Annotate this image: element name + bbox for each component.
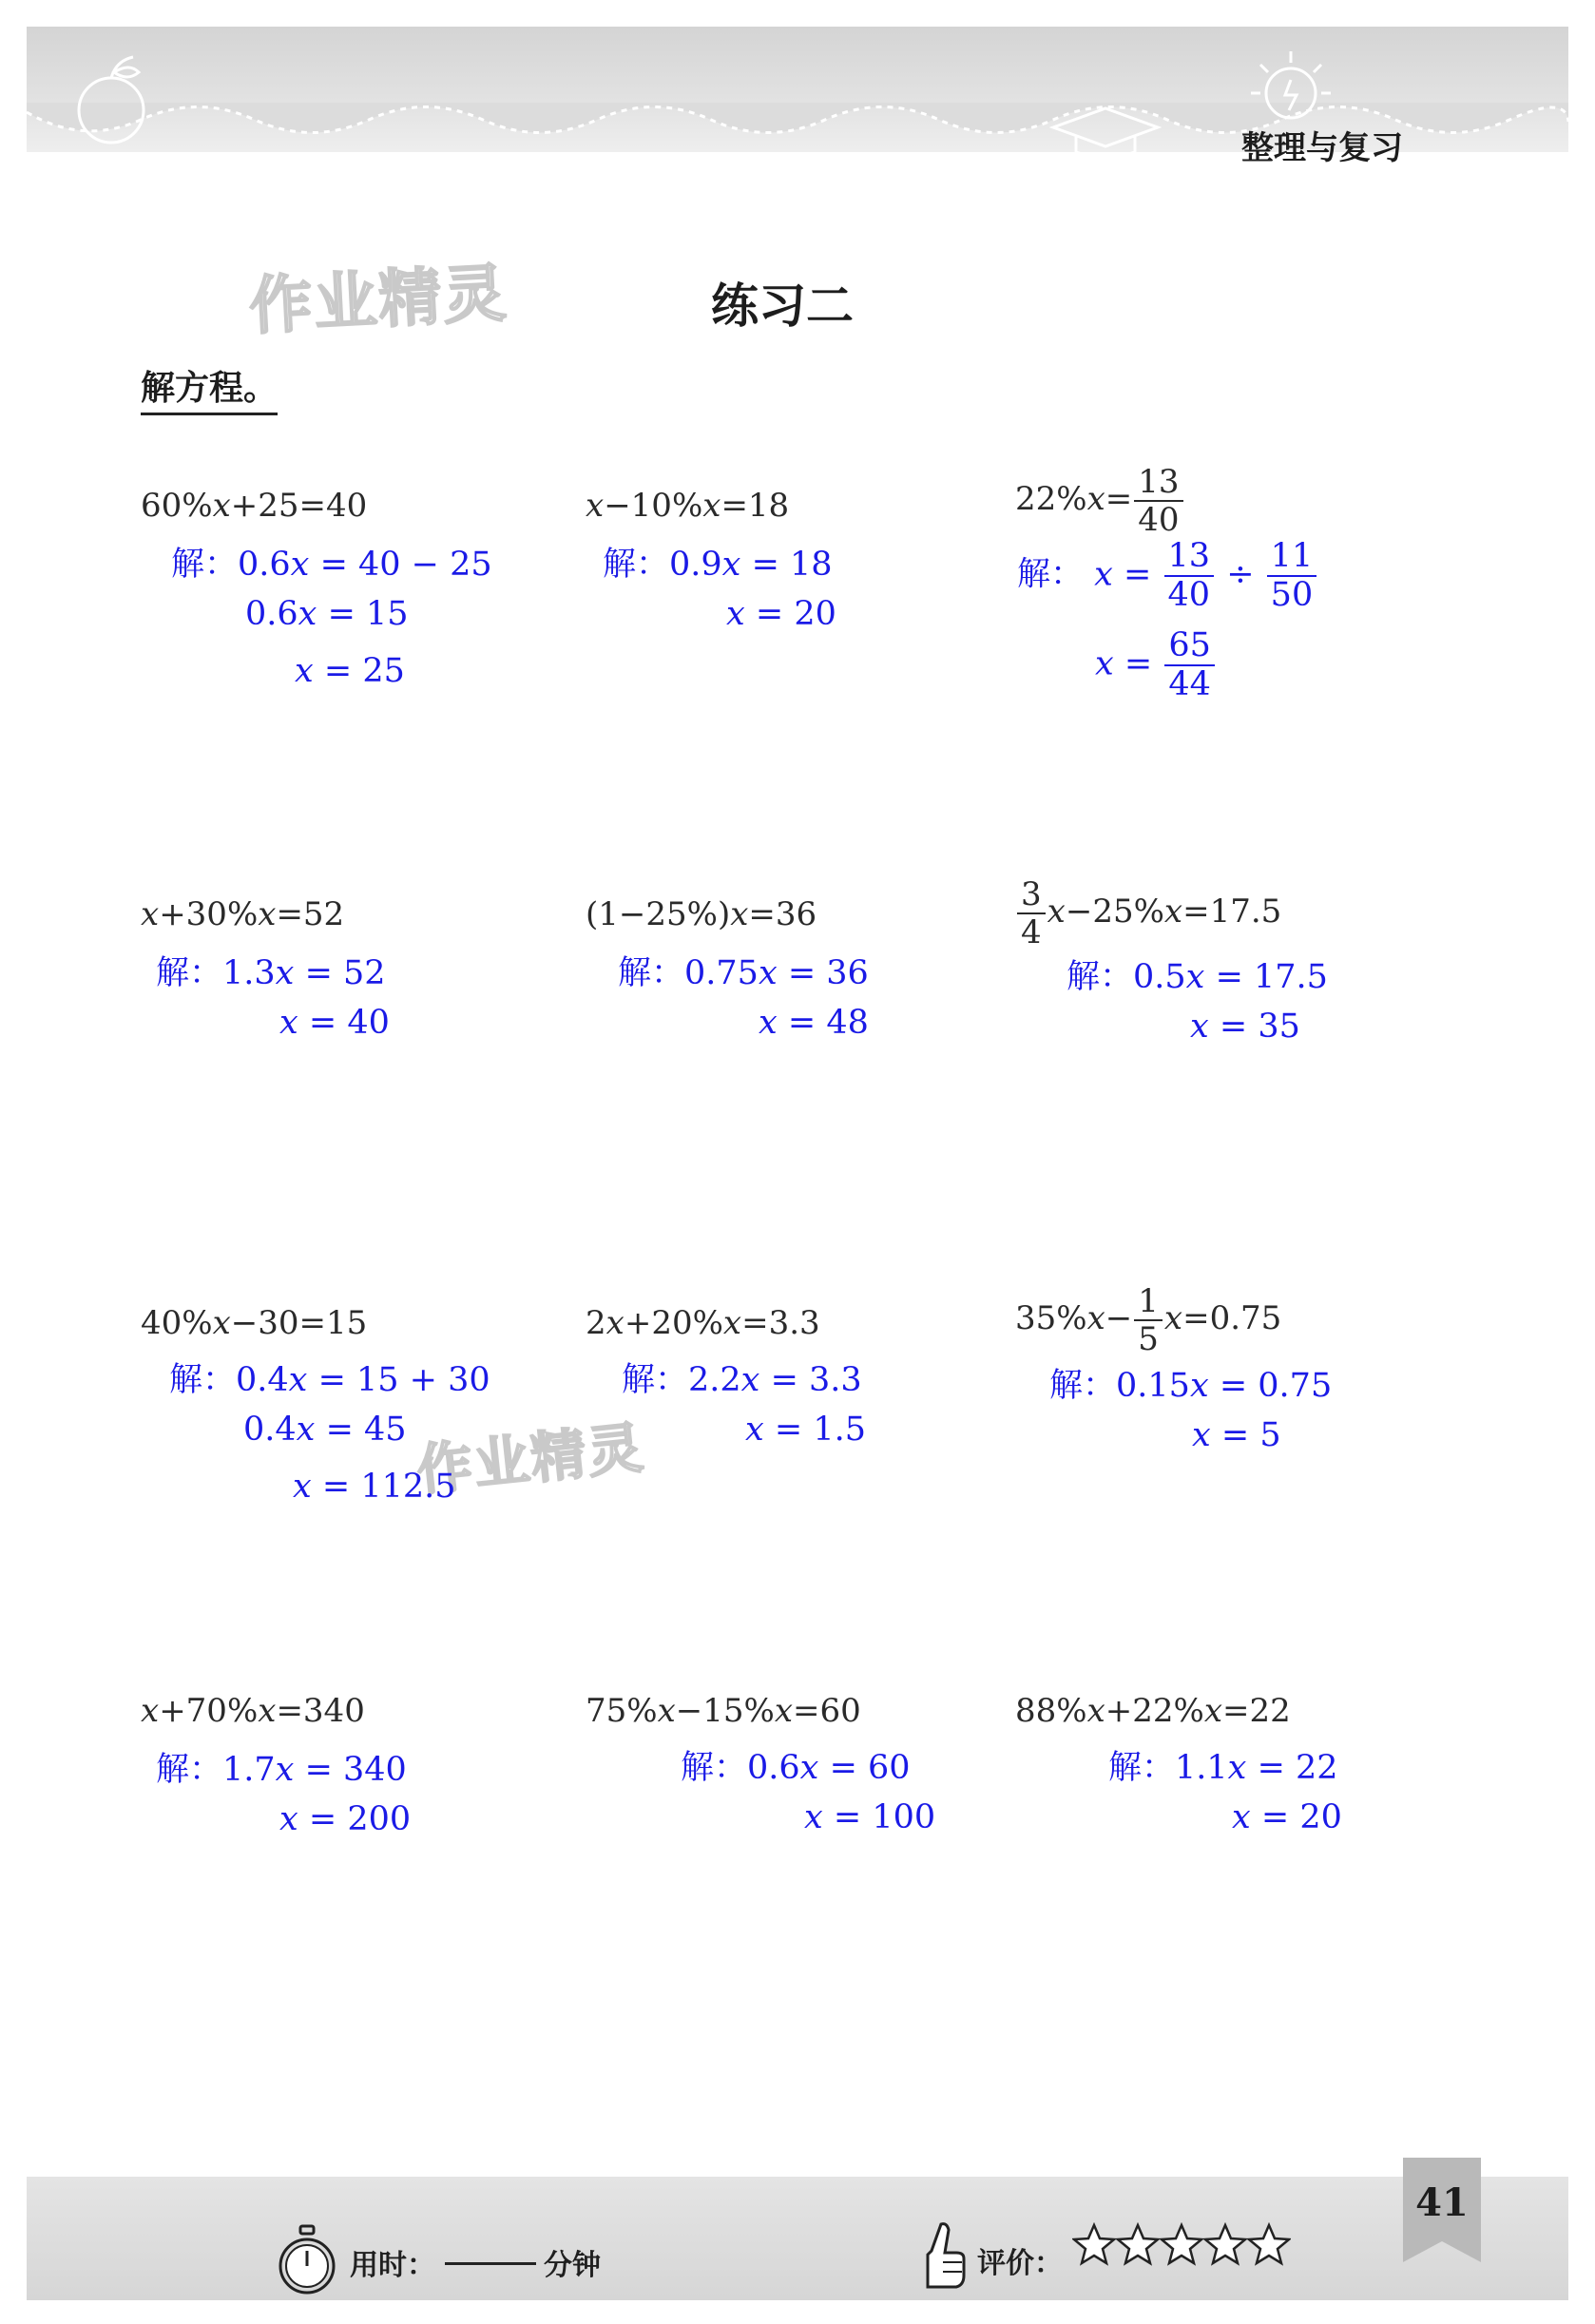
problem-4-equation: x+30%x=52 bbox=[141, 895, 345, 933]
problem-9-answer-line-2: x = 5 bbox=[1192, 1416, 1281, 1454]
problem-11-answer-line-2: x = 100 bbox=[804, 1798, 936, 1836]
problem-1-answer-line-2: 0.6x = 15 bbox=[245, 595, 409, 633]
problem-4-answer-line-2: x = 40 bbox=[279, 1004, 390, 1042]
lightbulb-icon bbox=[1243, 46, 1338, 131]
problem-12-answer-line-2: x = 20 bbox=[1232, 1798, 1342, 1836]
time-input-blank[interactable] bbox=[445, 2262, 536, 2265]
problem-8-equation: 2x+20%x=3.3 bbox=[586, 1304, 820, 1342]
problem-9-answer-line-1: 解：0.15x = 0.75 bbox=[1049, 1367, 1333, 1405]
problem-12-answer-line-1: 解：1.1x = 22 bbox=[1108, 1749, 1338, 1787]
problem-1-answer-line-3: x = 25 bbox=[295, 652, 405, 690]
problem-5-answer-line-1: 解：0.75x = 36 bbox=[618, 954, 869, 992]
rating-star-icon[interactable] bbox=[1072, 2222, 1116, 2266]
page-title: 练习二 bbox=[711, 278, 854, 334]
problem-3-equation: 22%x= $\frac{13}{40}$ bbox=[1015, 466, 1185, 536]
rating-star-icon[interactable] bbox=[1116, 2222, 1160, 2266]
fraction: $\frac{3}{4}$ bbox=[1017, 878, 1046, 949]
problem-7-equation: 40%x−30=15 bbox=[141, 1304, 368, 1342]
problem-5-answer-line-2: x = 48 bbox=[759, 1004, 869, 1042]
graduation-cap-icon bbox=[1044, 103, 1167, 160]
time-unit: 分钟 bbox=[544, 2249, 601, 2282]
problem-7-answer-line-2: 0.4x = 45 bbox=[243, 1411, 407, 1449]
problem-3-answer-line-2: x = $\frac{65}{44}$ bbox=[1095, 629, 1217, 701]
problem-11-answer-line-1: 解：0.6x = 60 bbox=[681, 1749, 911, 1787]
thumbs-up-icon bbox=[914, 2217, 970, 2293]
problem-1-answer-line-1: 解：0.6x = 40 − 25 bbox=[171, 546, 492, 584]
problem-6-equation: $\frac{3}{4}$ x−25%x=17.5 bbox=[1015, 878, 1281, 949]
problem-10-answer-line-2: x = 200 bbox=[279, 1800, 412, 1838]
rating-star-icon[interactable] bbox=[1203, 2222, 1247, 2266]
problem-6-answer-line-1: 解：0.5x = 17.5 bbox=[1067, 958, 1328, 996]
page-number: 41 bbox=[1415, 2180, 1469, 2225]
problem-12-equation: 88%x+22%x=22 bbox=[1015, 1692, 1291, 1730]
rating-star-icon[interactable] bbox=[1160, 2222, 1203, 2266]
problem-1-equation: 60%x+25=40 bbox=[141, 487, 368, 525]
problem-7-answer-line-1: 解：0.4x = 15 + 30 bbox=[169, 1361, 490, 1399]
apple-icon bbox=[59, 49, 163, 154]
problem-8-answer-line-1: 解：2.2x = 3.3 bbox=[622, 1361, 862, 1399]
fraction: $\frac{13}{40}$ bbox=[1134, 466, 1182, 536]
problem-2-answer-line-2: x = 20 bbox=[726, 595, 836, 633]
instruction: 解方程。 bbox=[141, 361, 278, 415]
problem-9-equation: 35%x− $\frac{1}{5}$ x=0.75 bbox=[1015, 1282, 1282, 1358]
section-label: 整理与复习 bbox=[1241, 129, 1403, 167]
time-label: 用时： bbox=[350, 2249, 435, 2282]
watermark-top: 作业精灵 bbox=[247, 256, 510, 344]
watermark-middle: 作业精灵 bbox=[413, 1414, 648, 1504]
stopwatch-icon bbox=[276, 2224, 338, 2296]
problem-4-answer-line-1: 解：1.3x = 52 bbox=[156, 954, 386, 992]
problem-7-answer-line-3: x = 112.5 bbox=[293, 1468, 456, 1506]
problem-2-answer-line-1: 解：0.9x = 18 bbox=[603, 546, 833, 584]
rating-label: 评价： bbox=[977, 2247, 1063, 2280]
footer-band bbox=[27, 2177, 1568, 2300]
problem-5-equation: (1−25%)x=36 bbox=[586, 895, 817, 933]
problem-8-answer-line-2: x = 1.5 bbox=[745, 1411, 867, 1449]
problem-3-answer-line-1: 解： x = $\frac{13}{40}$ ÷ $\frac{11}{50}$ bbox=[1017, 540, 1318, 612]
problem-6-answer-line-2: x = 35 bbox=[1190, 1008, 1300, 1046]
rating-stars[interactable] bbox=[1072, 2222, 1291, 2266]
problem-11-equation: 75%x−15%x=60 bbox=[586, 1692, 861, 1730]
fraction: $\frac{1}{5}$ bbox=[1134, 1285, 1163, 1355]
problem-2-equation: x−10%x=18 bbox=[586, 487, 790, 525]
problem-10-answer-line-1: 解：1.7x = 340 bbox=[156, 1751, 407, 1789]
rating-star-icon[interactable] bbox=[1247, 2222, 1291, 2266]
problem-10-equation: x+70%x=340 bbox=[141, 1692, 365, 1730]
